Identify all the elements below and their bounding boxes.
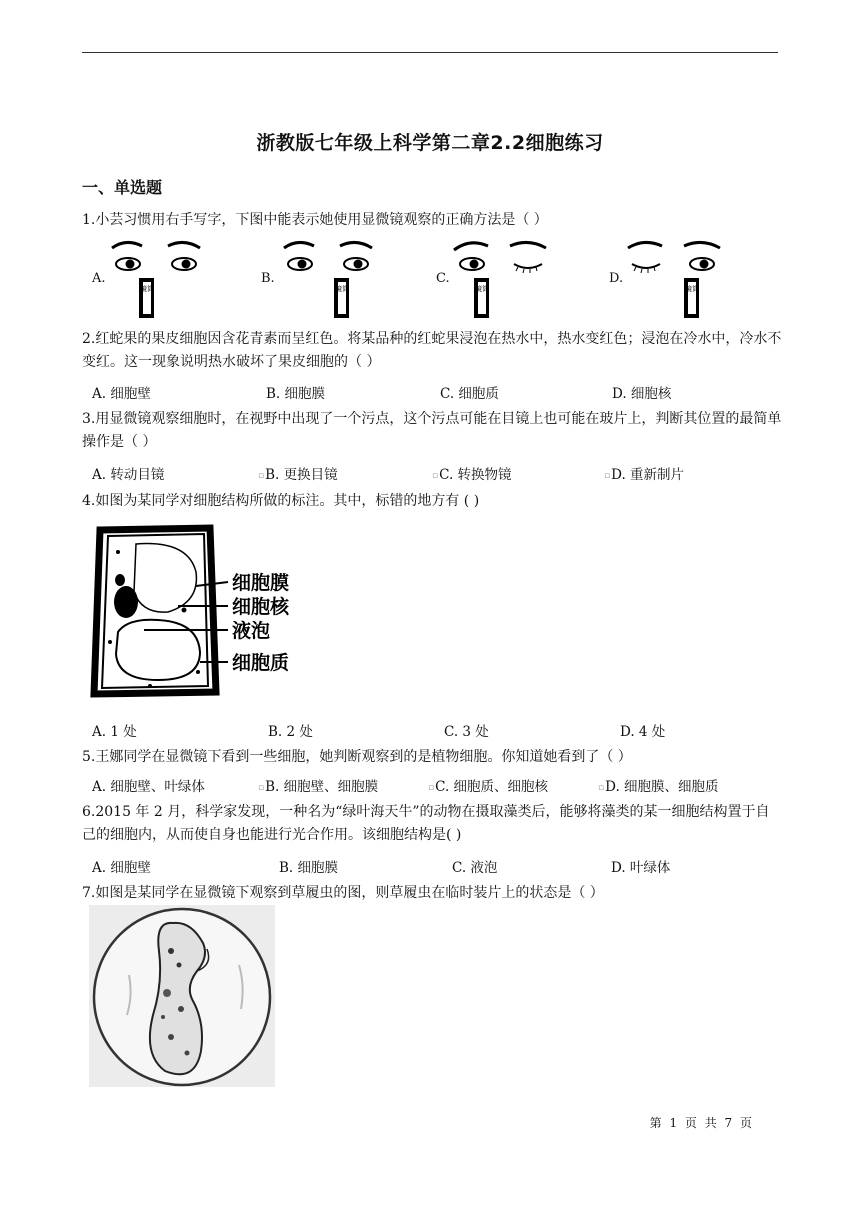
bullet-icon: ▫ (598, 782, 605, 793)
q5-option-b[interactable]: B. 细胞壁、细胞膜 (265, 779, 379, 795)
question-2-text: 2.红蛇果的果皮细胞因含花青素而呈红色。将某品种的红蛇果浸泡在热水中，热水变红色；浸泡在冷水中，冷水不变红。这一现象说明热水破坏了果皮细胞的（ ） (82, 331, 782, 370)
q2-option-d[interactable]: D. 细胞核 (612, 386, 672, 402)
header-rule (82, 52, 778, 53)
tube-label: 镜筒 (685, 285, 699, 293)
page-title: 浙教版七年级上科学第二章2.2细胞练习 (256, 132, 604, 154)
q2-option-a[interactable]: A. 细胞壁 (92, 386, 151, 402)
question-3-options (92, 463, 782, 485)
question-5-options (92, 775, 782, 797)
q3-option-d-wrap (604, 463, 684, 483)
question-5-text: 5.王娜同学在显微镜下看到一些细胞，她判断观察到的是植物细胞。你知道她看到了（ ） (82, 749, 632, 765)
q3-option-b-wrap (258, 463, 338, 483)
question-6-text: 6.2015 年 2 月，科学家发现，一种名为“绿叶海天牛”的动物在摄取藻类后，能够将藻类的某一细胞结构置于自己的细胞内，从而使自身也能进行光合作用。该细胞结构是( ) (82, 804, 770, 843)
question-2-options (92, 382, 782, 404)
q2-option-b[interactable]: B. 细胞膜 (266, 386, 326, 402)
bullet-icon: ▫ (258, 470, 265, 481)
q5-option-d-wrap (598, 775, 719, 795)
question-3-text: 3.用显微镜观察细胞时，在视野中出现了一个污点，这个污点可能在目镜上也可能在玻片上，判断其位置的最简单操作是（ ） (82, 411, 782, 450)
q6-option-a[interactable]: A. 细胞壁 (92, 860, 151, 876)
q4-option-a[interactable]: A. 1 处 (92, 724, 137, 740)
question-7-text: 7.如图是某同学在显微镜下观察到草履虫的图，则草履虫在临时装片上的状态是（ ） (82, 885, 604, 901)
tube-label: 镜筒 (335, 285, 349, 293)
q6-option-d[interactable]: D. 叶绿体 (611, 860, 671, 876)
q1-option-b-label: B. (261, 271, 275, 286)
page-footer: 第 1 页 共 7 页 (649, 1116, 754, 1130)
question-1-text: 1.小芸习惯用右手写字，下图中能表示她使用显微镜观察的正确方法是（ ） (82, 212, 548, 228)
q2-option-c[interactable]: C. 细胞质 (440, 386, 499, 402)
q1-option-a-label: A. (92, 271, 106, 286)
q1-option-c-label: C. (436, 271, 450, 286)
q1-option-d-label: D. (609, 271, 624, 286)
q1-option-d-image (624, 236, 736, 318)
diagram-label-membrane: 细胞膜 (232, 572, 290, 594)
bullet-icon: ▫ (258, 782, 265, 793)
tube-label: 镜筒 (140, 285, 154, 293)
bullet-icon: ▫ (432, 470, 439, 481)
tube-label: 镜筒 (475, 285, 489, 293)
bullet-icon: ▫ (428, 782, 435, 793)
diagram-label-vacuole: 液泡 (232, 620, 271, 642)
q4-option-c[interactable]: C. 3 处 (444, 724, 489, 740)
q1-option-c-image (450, 236, 562, 318)
q4-option-b[interactable]: B. 2 处 (268, 724, 313, 740)
q3-option-d[interactable]: D. 重新制片 (611, 467, 685, 483)
question-4-options (92, 720, 782, 742)
q6-option-c[interactable]: C. 液泡 (452, 860, 498, 876)
q3-option-c-wrap (432, 463, 512, 483)
bullet-icon: ▫ (604, 470, 611, 481)
cell-structure-diagram (88, 522, 308, 702)
q5-option-d[interactable]: D. 细胞膜、细胞质 (605, 779, 719, 795)
q5-option-b-wrap (258, 775, 378, 795)
question-4-text: 4.如图为某同学对细胞结构所做的标注。其中，标错的地方有 ( ) (82, 493, 480, 509)
diagram-label-nucleus: 细胞核 (232, 596, 290, 618)
q5-option-a[interactable]: A. 细胞壁、叶绿体 (92, 779, 205, 795)
q1-option-a-image (106, 236, 218, 318)
section-heading: 一、单选题 (82, 178, 163, 197)
q4-option-d[interactable]: D. 4 处 (620, 724, 666, 740)
question-6-options (92, 856, 782, 878)
q6-option-b[interactable]: B. 细胞膜 (279, 860, 339, 876)
paramecium-image (89, 905, 275, 1087)
diagram-label-cytoplasm: 细胞质 (232, 652, 290, 674)
q3-option-b[interactable]: B. 更换目镜 (265, 467, 338, 483)
q3-option-a[interactable]: A. 转动目镜 (92, 467, 165, 483)
q5-option-c-wrap (428, 775, 548, 795)
q1-option-b-image (278, 236, 390, 318)
q3-option-c[interactable]: C. 转换物镜 (439, 467, 512, 483)
q5-option-c[interactable]: C. 细胞质、细胞核 (435, 779, 549, 795)
